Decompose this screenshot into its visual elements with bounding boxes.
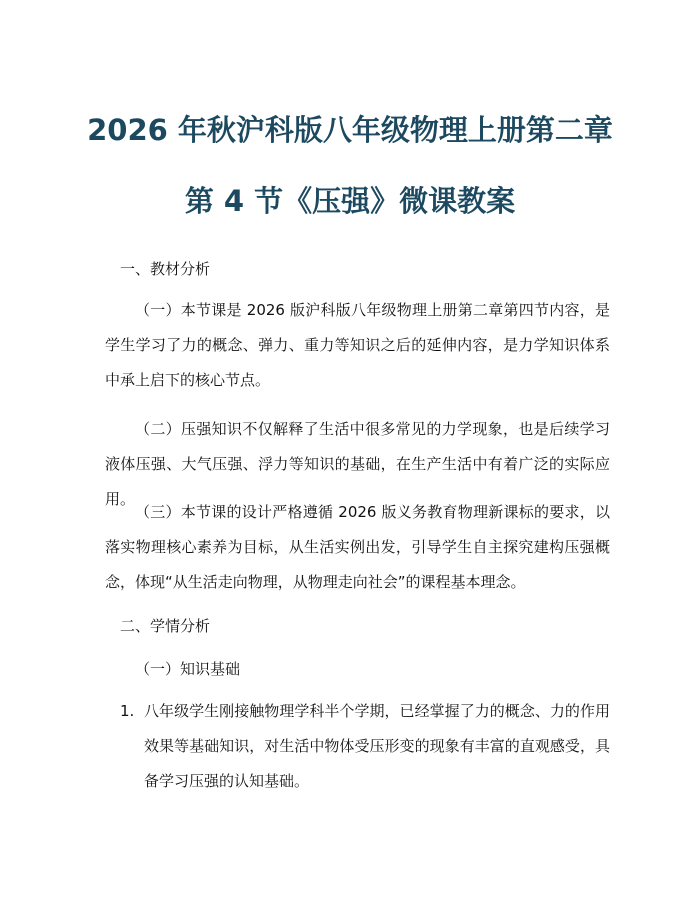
list-item-number: 1. xyxy=(120,702,135,720)
subsection-heading-knowledge-base: （一）知识基础 xyxy=(135,660,241,678)
list-item xyxy=(120,694,610,799)
paragraph-textbook-analysis-1: （一）本节课是 2026 版沪科版八年级物理上册第二章第四节内容，是学生学习了力的概念、弹力、重力等知识之后的延伸内容，是力学知识体系中承上启下的核心节点。 xyxy=(105,301,610,389)
document-title-line-1: 2026 年秋沪科版八年级物理上册第二章 xyxy=(87,113,613,147)
paragraph-textbook-analysis-3: （三）本节课的设计严格遵循 2026 版义务教育物理新课标的要求，以落实物理核心素养为目标，从生活实例出发，引导学生自主探究建构压强概念，体现“从生活走向物理，从物理走向社会”的课程基本理念。 xyxy=(105,503,610,591)
document-title-line-2: 第 4 节《压强》微课教案 xyxy=(184,184,516,218)
paragraph-textbook-analysis-2: （二）压强知识不仅解释了生活中很多常见的力学现象，也是后续学习液体压强、大气压强、浮力等知识的基础，在生产生活中有着广泛的实际应用。 xyxy=(105,420,610,508)
section-heading-learner-analysis: 二、学情分析 xyxy=(120,617,211,635)
section-heading-textbook-analysis: 一、教材分析 xyxy=(120,260,211,278)
list-item-text: 八年级学生刚接触物理学科半个学期，已经掌握了力的概念、力的作用效果等基础知识，对生活中物体受压形变的现象有丰富的直观感受，具备学习压强的认知基础。 xyxy=(144,702,610,790)
